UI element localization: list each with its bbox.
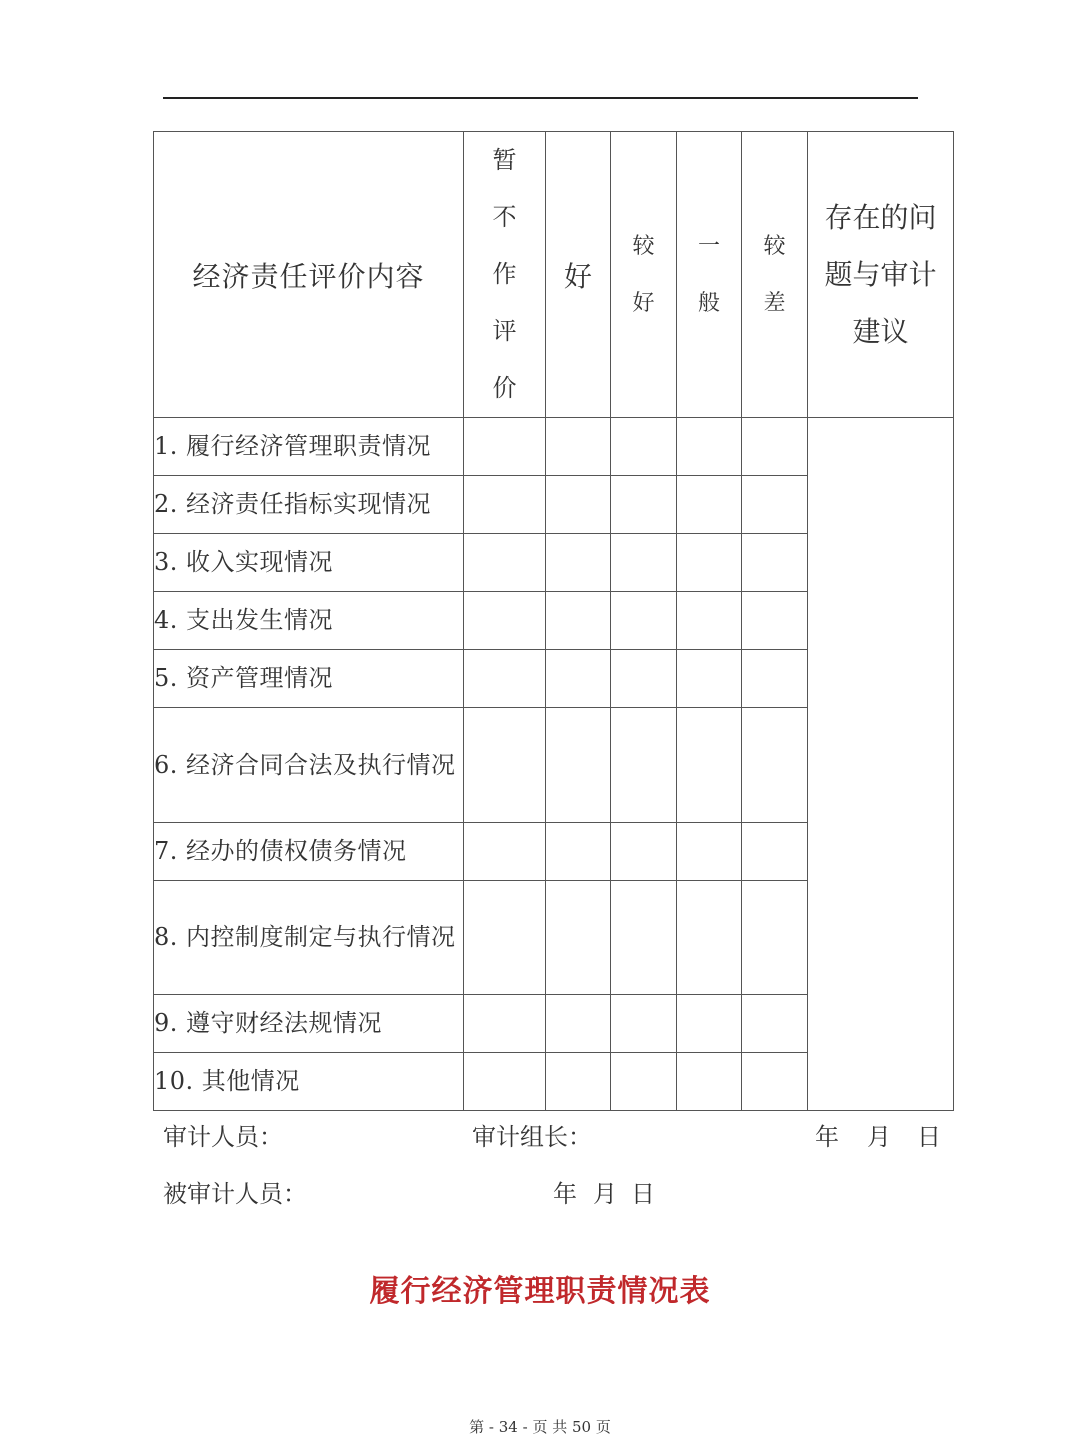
header-char: 暂 xyxy=(492,146,517,174)
header-evaluation-content: 经济责任评价内容 xyxy=(154,132,464,418)
rating-cell xyxy=(546,650,611,708)
auditee-label: 被审计人员： xyxy=(163,1180,307,1208)
row-label: 2. 经济责任指标实现情况 xyxy=(154,476,464,534)
header-char: 一 xyxy=(697,233,720,259)
header-char: 好 xyxy=(632,290,655,316)
header-char: 评 xyxy=(492,317,517,345)
header-poor xyxy=(742,132,808,418)
header-char: 不 xyxy=(492,203,517,231)
rating-cell xyxy=(677,592,742,650)
header-char: 较 xyxy=(763,233,786,259)
rating-cell xyxy=(546,708,611,823)
rating-cell xyxy=(546,1053,611,1111)
header-char: 般 xyxy=(697,290,720,316)
rating-cell xyxy=(611,1053,677,1111)
economic-responsibility-evaluation-table xyxy=(153,131,954,1111)
rating-cell xyxy=(677,708,742,823)
rating-cell xyxy=(677,881,742,995)
sign-date-day: 日 xyxy=(917,1123,941,1151)
issues-suggestions-cell xyxy=(808,418,954,1111)
auditors-label: 审计人员： xyxy=(163,1123,283,1151)
rating-cell xyxy=(742,1053,808,1111)
header-average xyxy=(677,132,742,418)
rating-cell xyxy=(546,995,611,1053)
header-line: 存在的问 xyxy=(824,201,937,234)
rating-cell xyxy=(464,476,546,534)
header-char: 差 xyxy=(763,290,786,316)
rating-cell xyxy=(546,418,611,476)
rating-cell xyxy=(464,708,546,823)
rating-cell xyxy=(742,823,808,881)
rating-cell xyxy=(677,995,742,1053)
header-char: 价 xyxy=(492,374,517,402)
header-no-evaluation xyxy=(464,132,546,418)
rating-cell xyxy=(464,418,546,476)
rating-cell xyxy=(611,476,677,534)
rating-cell xyxy=(464,823,546,881)
section-title: 履行经济管理职责情况表 xyxy=(369,1274,711,1309)
rating-cell xyxy=(546,823,611,881)
header-line: 题与审计 xyxy=(824,258,937,291)
rating-cell xyxy=(677,476,742,534)
rating-cell xyxy=(677,418,742,476)
sign-date-year: 年 xyxy=(815,1123,839,1151)
rating-cell xyxy=(742,592,808,650)
row-label: 4. 支出发生情况 xyxy=(154,592,464,650)
rating-cell xyxy=(546,534,611,592)
auditee-date-day: 日 xyxy=(631,1180,655,1208)
rating-cell xyxy=(742,881,808,995)
rating-cell xyxy=(742,476,808,534)
row-label: 7. 经办的债权债务情况 xyxy=(154,823,464,881)
rating-cell xyxy=(677,650,742,708)
rating-cell xyxy=(677,823,742,881)
header-rule xyxy=(163,97,918,99)
sign-date-month: 月 xyxy=(867,1123,891,1151)
rating-cell xyxy=(464,881,546,995)
rating-cell xyxy=(611,708,677,823)
rating-cell xyxy=(611,534,677,592)
row-label: 5. 资产管理情况 xyxy=(154,650,464,708)
header-issues-and-suggestions xyxy=(808,132,954,418)
rating-cell xyxy=(464,1053,546,1111)
rating-cell xyxy=(742,995,808,1053)
table-row xyxy=(154,418,954,476)
rating-cell xyxy=(611,881,677,995)
header-char: 较 xyxy=(632,233,655,259)
page-number-footer: 第 - 34 - 页 共 50 页 xyxy=(469,1418,611,1436)
rating-cell xyxy=(742,650,808,708)
row-label: 10. 其他情况 xyxy=(154,1053,464,1111)
rating-cell xyxy=(611,592,677,650)
row-label: 6. 经济合同合法及执行情况 xyxy=(154,708,464,823)
rating-cell xyxy=(611,995,677,1053)
row-label: 3. 收入实现情况 xyxy=(154,534,464,592)
header-char: 作 xyxy=(492,260,517,288)
rating-cell xyxy=(742,534,808,592)
rating-cell xyxy=(546,592,611,650)
rating-cell xyxy=(611,823,677,881)
rating-cell xyxy=(742,708,808,823)
rating-cell xyxy=(677,534,742,592)
rating-cell xyxy=(464,650,546,708)
rating-cell xyxy=(742,418,808,476)
row-label: 9. 遵守财经法规情况 xyxy=(154,995,464,1053)
auditee-date-month: 月 xyxy=(593,1180,617,1208)
table-header-row xyxy=(154,132,954,418)
header-good: 好 xyxy=(546,132,611,418)
header-line: 建议 xyxy=(852,315,909,348)
auditee-date-year: 年 xyxy=(553,1180,577,1208)
row-label: 1. 履行经济管理职责情况 xyxy=(154,418,464,476)
rating-cell xyxy=(464,534,546,592)
header-fairly-good xyxy=(611,132,677,418)
rating-cell xyxy=(546,881,611,995)
rating-cell xyxy=(464,592,546,650)
rating-cell xyxy=(677,1053,742,1111)
rating-cell xyxy=(464,995,546,1053)
row-label: 8. 内控制度制定与执行情况 xyxy=(154,881,464,995)
rating-cell xyxy=(546,476,611,534)
rating-cell xyxy=(611,418,677,476)
team-leader-label: 审计组长： xyxy=(472,1123,592,1151)
rating-cell xyxy=(611,650,677,708)
